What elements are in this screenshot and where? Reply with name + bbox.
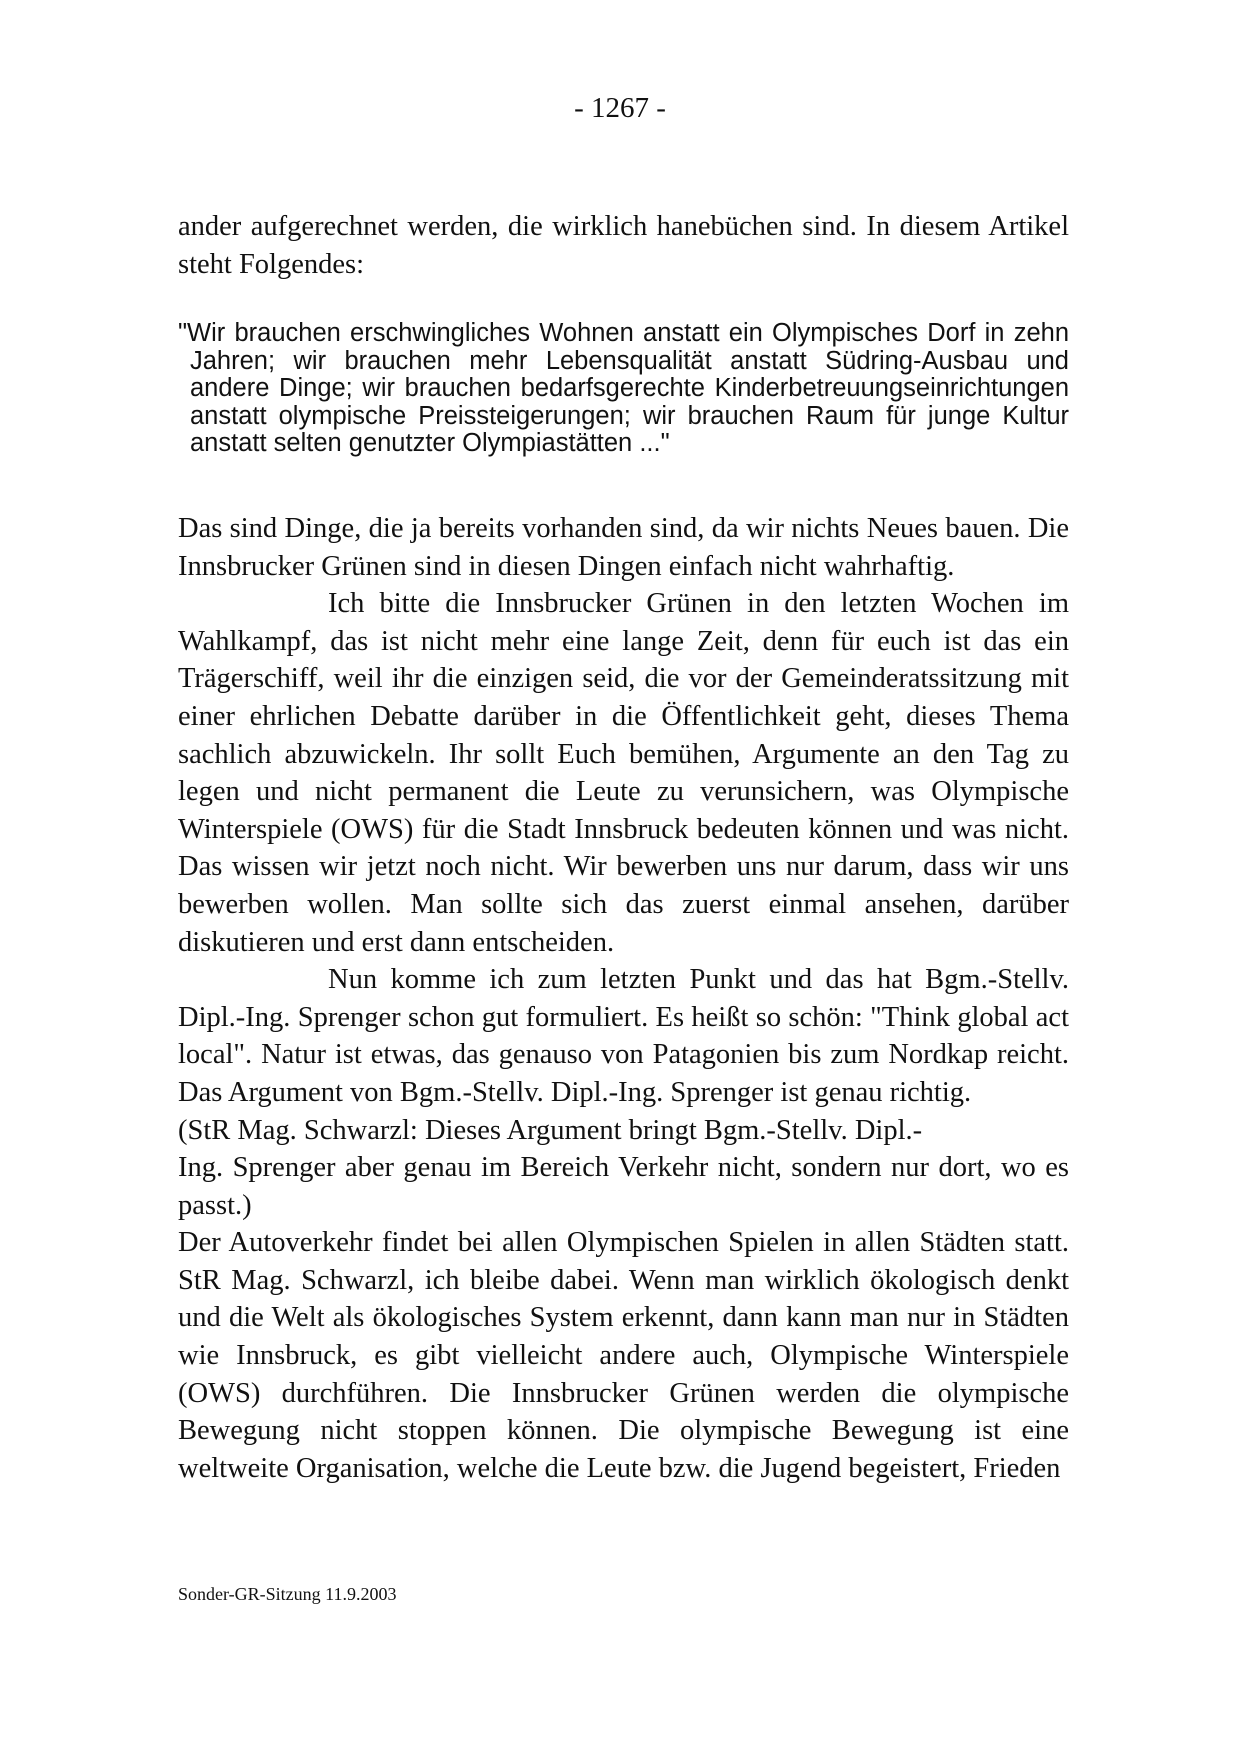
- intro-paragraph: ander aufgerechnet werden, die wirklich hanebüchen sind. In diesem Artikel steht Folgendes:: [178, 211, 1069, 280]
- block-quote: [178, 320, 1069, 458]
- paragraph: Der Autoverkehr findet bei allen Olympischen Spielen in allen Städten statt. StR Mag. Schwarzl, ich bleibe dabei. Wenn man wirklich ökologisch denkt und die Welt als ökologisches System erkennt, dann kann man nur in Städten wie Innsbruck, es gibt vielleicht andere auch, Olympische Winterspiele (OWS) durchführen. Die Innsbrucker Grünen werden die olympische Bewegung nicht stoppen können. Die olympische Bewegung ist eine weltweite Organisation, welche die Leute bzw. die Jugend begeistert, Frieden: [178, 1227, 1069, 1484]
- page-number: - 1267 -: [574, 92, 666, 124]
- interjection: (StR Mag. Schwarzl: Dieses Argument bringt Bgm.-Stellv. Dipl.-: [178, 1114, 923, 1146]
- paragraph: Ich bitte die Innsbrucker Grünen in den letzten Wochen im Wahlkampf, das ist nicht mehr eine lange Zeit, denn für euch ist das ein Trägerschiff, weil ihr die einzigen seid, die vor der Gemeinderatssitzung mit einer ehrlichen Debatte darüber in die Öffentlichkeit geht, dieses Thema sachlich abzuwickeln. Ihr sollt Euch bemühen, Argumente an den Tag zu legen und nicht permanent die Leute zu verunsichern, was Olympische Winterspiele (OWS) für die Stadt Innsbruck bedeuten können und was nicht. Das wissen wir jetzt noch nicht. Wir bewerben uns nur darum, dass wir uns bewerben wollen. Man sollte sich das zuerst einmal ansehen, darüber diskutieren und erst dann entscheiden.: [178, 588, 1069, 958]
- page-footer: Sonder-GR-Sitzung 11.9.2003: [178, 1584, 397, 1604]
- body-text: [178, 510, 1069, 1487]
- interjection-continuation: Ing. Sprenger aber genau im Bereich Verkehr nicht, sondern nur dort, wo es passt.): [178, 1152, 1069, 1221]
- quote-text: "Wir brauchen erschwingliches Wohnen anstatt ein Olympisches Dorf in zehn Jahren; wir brauchen mehr Lebensqualität anstatt Südring-Ausbau und andere Dinge; wir brauchen bedarfsgerechte Kinderbetreuungseinrichtungen anstatt olympische Preissteigerungen; wir brauchen Raum für junge Kultur anstatt selten genutzter Olympiastätten ...": [178, 319, 1069, 457]
- intro-block: [178, 208, 1069, 283]
- paragraph: Nun komme ich zum letzten Punkt und das hat Bgm.-Stellv. Dipl.-Ing. Sprenger schon gut formuliert. Es heißt so schön: "Think global act local". Natur ist etwas, das genauso von Patagonien bis zum Nordkap reicht. Das Argument von Bgm.-Stellv. Dipl.-Ing. Sprenger ist genau richtig.: [178, 964, 1069, 1108]
- paragraph: Das sind Dinge, die ja bereits vorhanden sind, da wir nichts Neues bauen. Die Innsbrucker Grünen sind in diesen Dingen einfach nicht wahrhaftig.: [178, 513, 1069, 582]
